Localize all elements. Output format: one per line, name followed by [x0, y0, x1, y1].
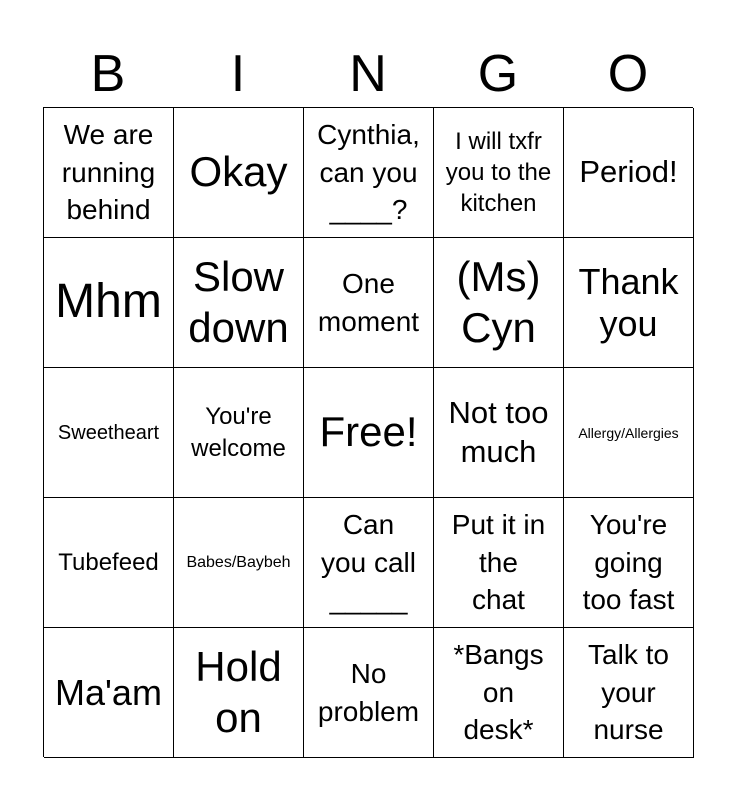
cell-text: Allergy/Allergies — [578, 424, 679, 441]
cell-text: I will txfr you to the kitchen — [445, 127, 552, 218]
bingo-cell[interactable] — [304, 498, 434, 628]
cell-text: No problem — [317, 657, 420, 727]
bingo-cell[interactable] — [434, 368, 564, 498]
cell-text: Slow down — [188, 253, 289, 351]
cell-text: Babes/Baybeh — [186, 553, 291, 571]
bingo-cell[interactable] — [564, 238, 694, 368]
cell-text: You're going too fast — [582, 508, 675, 616]
cell-text: Sweetheart — [57, 421, 160, 444]
bingo-cell[interactable] — [174, 368, 304, 498]
bingo-cell[interactable] — [174, 238, 304, 368]
cell-text: Cynthia, can you ____? — [317, 118, 420, 226]
bingo-cell[interactable] — [44, 368, 174, 498]
bingo-cell[interactable] — [434, 498, 564, 628]
cell-text: Okay — [189, 148, 288, 196]
bingo-cell[interactable] — [564, 108, 694, 238]
bingo-cell[interactable] — [564, 368, 694, 498]
bingo-cell[interactable] — [174, 498, 304, 628]
cell-text: One moment — [317, 267, 420, 337]
cell-text: Mhm — [55, 275, 162, 329]
header-letter-n: N — [349, 45, 387, 103]
bingo-cell[interactable] — [44, 108, 174, 238]
cell-text: (Ms) Cyn — [456, 253, 541, 351]
free-space-cell[interactable] — [304, 368, 434, 498]
bingo-cell[interactable] — [434, 238, 564, 368]
bingo-cell[interactable] — [564, 628, 694, 758]
cell-text: Not too much — [448, 394, 549, 469]
cell-text: We are running behind — [61, 118, 156, 226]
bingo-cell[interactable] — [44, 498, 174, 628]
cell-text: Thank you — [578, 261, 679, 344]
bingo-cell[interactable] — [434, 108, 564, 238]
cell-text: Can you call _____ — [321, 508, 416, 616]
header-letter-o: O — [607, 45, 649, 103]
bingo-cell[interactable] — [174, 628, 304, 758]
bingo-header — [43, 40, 693, 108]
cell-text: Put it in the chat — [451, 508, 546, 616]
cell-text: *Bangs on desk* — [453, 638, 544, 746]
bingo-cell[interactable] — [304, 108, 434, 238]
bingo-cell[interactable] — [44, 628, 174, 758]
header-letter-b: B — [90, 45, 126, 103]
cell-text: Hold on — [195, 643, 282, 741]
cell-text: You're welcome — [191, 403, 286, 462]
bingo-cell[interactable] — [564, 498, 694, 628]
bingo-cell[interactable] — [434, 628, 564, 758]
cell-text: Free! — [319, 408, 418, 456]
cell-text: Tubefeed — [58, 548, 159, 576]
header-letter-i: I — [230, 45, 246, 103]
bingo-cell[interactable] — [304, 628, 434, 758]
cell-text: Talk to your nurse — [588, 638, 669, 746]
bingo-cell[interactable] — [44, 238, 174, 368]
cell-text: Ma'am — [55, 671, 162, 713]
cell-text: Period! — [579, 154, 678, 190]
bingo-cell[interactable] — [304, 238, 434, 368]
header-letter-g: G — [477, 45, 519, 103]
bingo-cell[interactable] — [174, 108, 304, 238]
bingo-board — [43, 107, 693, 757]
